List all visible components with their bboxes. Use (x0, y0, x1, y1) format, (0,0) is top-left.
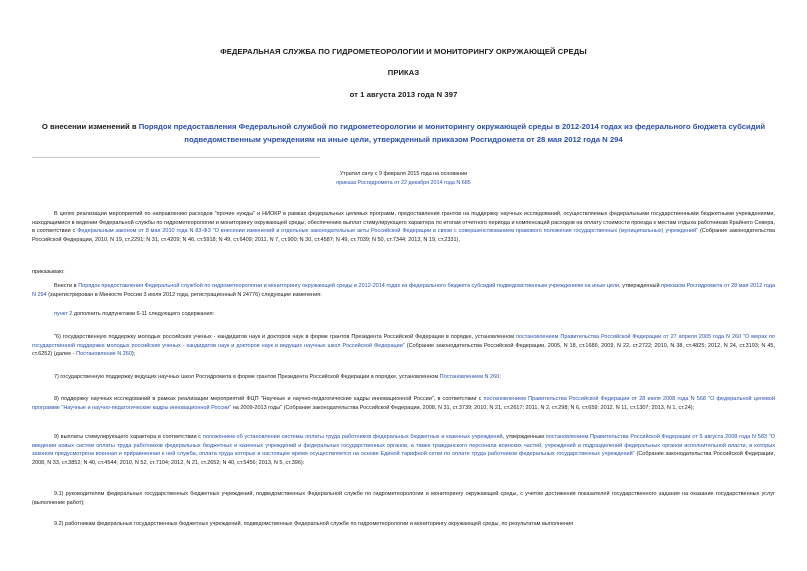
heading-procedure-link[interactable]: Порядок предоставления Федеральной службой по гидрометеорологии и мониторингу окружающей среды в 2012-2014 годах из федерального бюджета субсидий подведомственным учреждениям на иные цели, утвержденный приказом Росгидромета от 28 мая 2012 года N 294 (138, 122, 766, 144)
paragraph-clause2 (32, 310, 775, 319)
clause-2-link[interactable]: пункт 2 (54, 311, 73, 317)
resolution-260-link-2[interactable]: Постановлением N 260 (439, 374, 500, 380)
item-9-text-c: (Собрание законодательства Российской Федерации, 2008, N 33, ст.3852; N 40, ст.4544; 2010, N 52, ст.7104; 2012, N 21, ст.2652; N 40, ст.5456; 2013, N 5, ст.396): (32, 451, 775, 466)
amend-text-b: , утвержденный (619, 283, 660, 289)
paragraph-item-8 (32, 395, 775, 412)
item-9-1-text: 9.1) руководителям федеральных государственных бюджетных учреждений, подведомственных Федеральной службе по гидрометеорологии и мониторингу окружающей среды, с учетом достижения показателей государственного задания на оказание государственных услуг (выполнение работ); (32, 491, 775, 506)
status-line: Утратил силу с 9 февраля 2015 года на основании (339, 171, 468, 177)
paragraph-preamble (32, 210, 775, 244)
preamble-citation: (Собрание законодательства Российской Федерации, 2010, N 19, ст.2291; N 31, ст.4209; N 46, ст.5918; N 49, ст.6409; 2011, N 7, ст.900; N 30, ст.4587; N 49, ст.7039; N 50, ст.7344; 2013, N 19, ст.2331), (32, 228, 776, 243)
doc-date-number: от 1 августа 2013 года N 397 (349, 90, 458, 99)
federal-law-link[interactable]: Федеральным законом от 8 мая 2010 года N 83-ФЗ "О внесении изменений в отдельные законодательные акты Российской Федерации в связи с совершенствованием правового положения государственных (муниципальных) учреждений" (77, 228, 699, 235)
paragraph-order (32, 268, 775, 277)
procedure-link[interactable]: Порядок предоставления Федеральной службой по гидрометеорологии и мониторингу окружающей среды в 2012-2014 годах из федерального бюджета субсидий подведомственным учреждениям на иные цели (78, 283, 620, 289)
status-note (32, 170, 775, 188)
document-heading (32, 120, 775, 146)
pay-system-regulation-link[interactable]: положением об установлении системы оплаты труда работников федеральных бюджетных и казенных учреждений (202, 434, 503, 440)
preamble-text: В целях реализации мероприятий по направлению расходов "прочие нужды" и НИОКР в рамках федеральных целевых программ, предоставления грантов на поддержку научных исследований, осуществляемых федеральными государственными бюджетными учреждениями, находящимися в ведении Федеральной службы по гидрометеорологии и мониторингу окружающей среды, обеспечению выплат стимулирующего характера по итогам отчетного периода и компенсаций расходов на оплату стоимости проезда к местам отдыха работникам Крайнего Севера, в соответствии с (32, 211, 775, 235)
item-6-text-b: (Собрание законодательства Российской Федерации, 2005, N 18, ст.1686; 2009, N 22, ст.2722; 2010, N 38, ст.4825; 2012, N 24, ст.3193; N 45, ст.6252) (далее - (32, 342, 775, 358)
paragraph-item-6 (32, 333, 775, 359)
item-8-text-b: на 2009-2013 годы" (Собрание законодательства Российской Федерации, 2008, N 31, ст.3739; 2010, N 21, ст.2617; 2011, N 2, ст.298; N 6, ст.659; 2012, N 11, ст.1307; 2013, N 1, ст.24); (232, 404, 695, 411)
item-6-text-a: "6) государственную поддержку молодых российских ученых - кандидатов наук и докторов наук в форме грантов Президента Российской Федерации в порядке, установленном (54, 334, 515, 340)
resolution-568-link[interactable]: постановлением Правительства Российской Федерации от 28 июля 2008 года N 568 "О федеральной целевой программе "Научные и научно-педагогические кадры инновационной России" (32, 396, 776, 411)
separator-rule (32, 157, 320, 158)
item-7-text-b: ; (499, 374, 501, 380)
order-text: приказываю: (32, 269, 65, 275)
item-9-text-a: 9) выплаты стимулирующего характера в соответствии с (54, 434, 202, 440)
agency-title: ФЕДЕРАЛЬНАЯ СЛУЖБА ПО ГИДРОМЕТЕОРОЛОГИИ И МОНИТОРИНГУ ОКРУЖАЮЩЕЙ СРЕДЫ (220, 47, 587, 56)
item-6-text-c: ); (131, 351, 136, 358)
item-7-text-a: 7) государственную поддержку ведущих научных школ Росгидромета в форме грантов Президента Российской Федерации в порядке, установленном (54, 374, 439, 380)
resolution-260-short-link[interactable]: Постановление N 260 (76, 351, 132, 358)
amend-text-a: Внести в (54, 283, 77, 289)
clause-2-text: дополнить подпунктами 6-11 следующего содержания: (73, 311, 215, 317)
order-294-link[interactable]: приказом Росгидромета от 28 мая 2012 года N 294 (32, 283, 776, 298)
paragraph-item-7 (32, 373, 775, 382)
heading-prefix: О внесении изменений в (41, 122, 137, 131)
paragraph-item-9-2 (32, 520, 775, 529)
doc-type: ПРИКАЗ (387, 68, 420, 77)
paragraph-item-9 (32, 433, 775, 467)
status-order-link[interactable]: приказа Росгидромета от 22 декабря 2014 года N 685 (336, 180, 471, 186)
item-9-2-text: 9.2) работникам федеральных государственных бюджетных учреждений, подведомственных Федеральной службе по гидрометеорологии и мониторингу окружающей среды, по результатам выполнения (54, 521, 574, 527)
paragraph-amend (32, 282, 775, 299)
item-8-text-a: 8) поддержку научных исследований в рамках реализации мероприятий ФЦП "Научные и научно-педагогические кадры инновационной России", в соответствии с (54, 396, 482, 402)
amend-text-c: (зарегистрирован в Минюсте России 3 июля 2012 года, регистрационный N 24776) следующие изменения: (48, 291, 322, 298)
resolution-583-link[interactable]: постановлением Правительства Российской Федерации от 5 августа 2008 года N 583 "О введении новых систем оплаты труда работников федеральных бюджетных и казенных учреждений и федеральных государственных органов, а также гражданского персонала воинских частей, учреждений и подразделений федеральных органов исполнительной власти, в которых законом предусмотрена военная и приравненная к ней служба, оплата труда которых в настоящее время осуществляется на основе Единой тарифной сетки по оплате труда работников федеральных государственных учреждений" (32, 434, 775, 458)
paragraph-item-9-1 (32, 490, 775, 507)
resolution-260-link[interactable]: постановлением Правительства Российской Федерации от 27 апреля 2005 года N 260 "О мерах по государственной поддержке молодых российских ученых - кандидатов наук и докторов наук и ведущих научных школ Российской Федерации" (32, 334, 776, 349)
item-9-text-b: , утвержденным (502, 434, 544, 440)
